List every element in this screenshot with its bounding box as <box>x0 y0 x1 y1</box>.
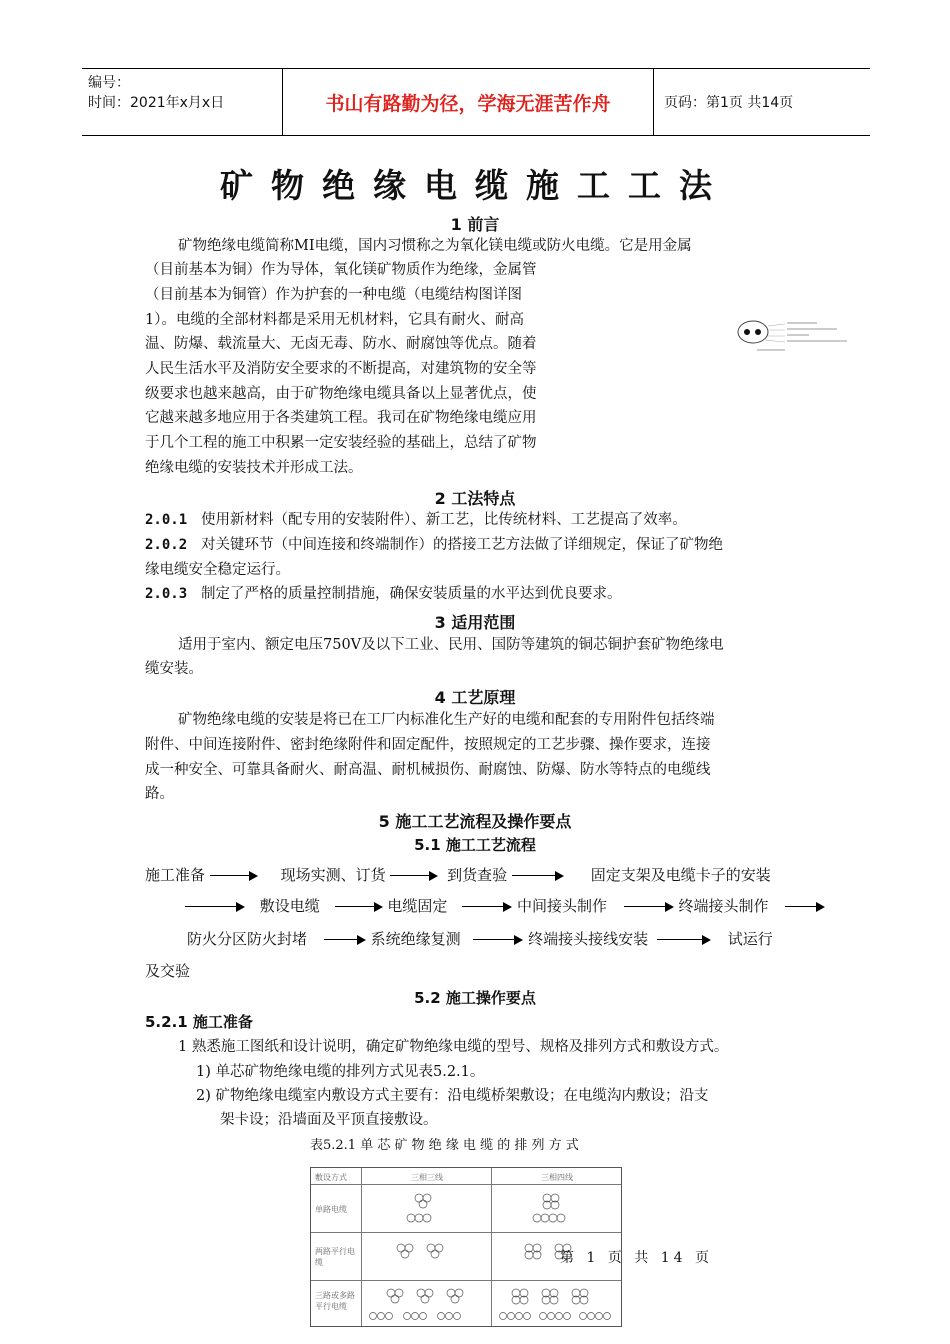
paragraph-line: 人民生活水平及消防安全要求的不断提高，对建筑物的安全等 <box>145 361 537 377</box>
flow-arrow-icon <box>512 871 564 881</box>
list-item <box>145 508 875 533</box>
flow-step: 系统绝缘复测 <box>370 930 461 948</box>
subsection-heading-5-2: 5.2 施工操作要点 <box>414 989 536 1007</box>
flow-arrow-icon <box>462 902 512 912</box>
flow-step: 终端接头接线安装 <box>528 930 649 948</box>
flow-step: 敷设电缆 <box>259 897 320 915</box>
table-row-label: 三路或多路平行电缆 <box>315 1291 355 1311</box>
flow-step: 中间接头制作 <box>516 897 607 915</box>
paragraph-line: 架卡设；沿墙面及平顶直接敷设。 <box>220 1112 438 1128</box>
item-text: 制定了严格的质量控制措施，确保安装质量的水平达到优良要求。 <box>200 586 622 602</box>
table-header-cell: 三相三线 <box>411 1173 443 1182</box>
flow-arrow-icon <box>185 902 245 912</box>
paragraph-line: 1）。电缆的全部材料都是采用无机材料，它具有耐火、耐高 <box>145 312 524 328</box>
list-item <box>145 582 875 607</box>
flow-step: 到货查验 <box>447 866 508 884</box>
paragraph-line: （目前基本为铜）作为导体，氧化镁矿物质作为绝缘，金属管 <box>145 262 537 278</box>
process-flow-row-1 <box>145 864 771 885</box>
section-heading-2: 2 工法特点 <box>434 489 516 508</box>
date-label: 时间：2021年x月x日 <box>88 95 225 111</box>
header-motto: 书山有路勤为径，学海无涯苦作舟 <box>282 69 654 135</box>
flow-arrow-icon <box>785 902 825 912</box>
paragraph-line: 适用于室内、额定电压750V及以下工业、民用、国防等建筑的铜芯铜护套矿物绝缘电 <box>178 637 724 653</box>
document-title: 矿物绝缘电缆施工工法 <box>220 166 730 205</box>
table-header-cell: 三相四线 <box>541 1173 573 1182</box>
paragraph-line: 成一种安全、可靠具备耐火、耐高温、耐机械损伤、耐腐蚀、防爆、防水等特点的电缆线 <box>145 762 711 778</box>
paragraph-line: 路。 <box>145 786 174 802</box>
page-header <box>82 68 870 136</box>
flow-step: 电缆固定 <box>387 897 448 915</box>
page-footer: 第 1 页 共 14 页 <box>560 1250 713 1266</box>
flow-step: 防火分区防火封堵 <box>187 930 308 948</box>
paragraph-line: 附件、中间连接附件、密封绝缘附件和固定配件，按照规定的工艺步骤、操作要求，连接 <box>145 737 711 753</box>
cable-structure-figure <box>735 318 855 358</box>
flow-arrow-icon <box>335 902 383 912</box>
flow-arrow-icon <box>473 935 523 945</box>
table-caption: 表5.2.1 单 芯 矿 物 绝 缘 电 缆 的 排 列 方 式 <box>310 1138 579 1153</box>
paragraph-line: 级要求也越来越高，由于矿物绝缘电缆具备以上显著优点，使 <box>145 386 537 402</box>
flow-step: 固定支架及电缆卡子的安装 <box>590 866 771 884</box>
section-heading-3: 3 适用范围 <box>434 613 516 632</box>
paragraph-line: （目前基本为铜管）作为护套的一种电缆（电缆结构图详图 <box>145 287 522 303</box>
item-text: 对关键环节（中间连接和终端制作）的搭接工艺方法做了详细规定，保证了矿物绝 <box>200 537 723 553</box>
flow-arrow-icon <box>210 871 258 881</box>
paragraph-line: 绝缘电缆的安装技术并形成工法。 <box>145 460 363 476</box>
flow-step: 现场实测、订货 <box>280 866 386 884</box>
table-header-cell: 敷设方式 <box>315 1173 347 1182</box>
list-item-continuation: 缘电缆安全稳定运行。 <box>145 562 290 578</box>
flow-step: 施工准备 <box>145 866 206 884</box>
list-item <box>145 533 875 558</box>
header-meta <box>82 69 282 135</box>
item-text: 使用新材料（配专用的安装附件）、新工艺，比传统材料、工艺提高了效率。 <box>200 512 687 528</box>
flow-arrow-icon <box>624 902 674 912</box>
item-number: 2.0.3 <box>145 586 188 602</box>
paragraph-line: 缆安装。 <box>145 661 203 677</box>
paragraph-line: 温、防爆、载流量大、无卤无毒、防水、耐腐蚀等优点。随着 <box>145 336 537 352</box>
paragraph-line: 矿物绝缘电缆的安装是将已在工厂内标准化生产好的电缆和配套的专用附件包括终端 <box>178 712 715 728</box>
flow-step: 试运行 <box>727 930 773 948</box>
paragraph-line: 于几个工程的施工中积累一定安装经验的基础上，总结了矿物 <box>145 435 537 451</box>
process-flow-row-3 <box>187 928 773 949</box>
table-row-label: 单路电缆 <box>315 1205 347 1214</box>
process-flow-row-4: 及交验 <box>145 962 191 980</box>
section-heading-1: 1 前言 <box>450 215 500 234</box>
flow-arrow-icon <box>390 871 438 881</box>
header-page-number: 页码：第1页 共14页 <box>664 95 794 111</box>
item-number: 2.0.1 <box>145 512 188 528</box>
paragraph-line: 矿物绝缘电缆简称MI电缆，国内习惯称之为氧化镁电缆或防火电缆。它是用金属 <box>178 238 692 254</box>
item-number: 2.0.2 <box>145 537 188 553</box>
number-label: 编号： <box>88 75 130 91</box>
section-heading-5: 5 施工工艺流程及操作要点 <box>378 812 572 831</box>
paragraph-line: 它越来越多地应用于各类建筑工程。我司在矿物绝缘电缆应用 <box>145 410 537 426</box>
table-row-label: 两路平行电缆 <box>315 1247 355 1267</box>
flow-arrow-icon <box>657 935 711 945</box>
process-flow-row-2 <box>185 895 825 916</box>
paragraph-line: 1 熟悉施工图纸和设计说明，确定矿物绝缘电缆的型号、规格及排列方式和敷设方式。 <box>178 1039 729 1055</box>
paragraph-line: 1) 单芯矿物绝缘电缆的排列方式见表5.2.1。 <box>196 1064 485 1080</box>
section-heading-4: 4 工艺原理 <box>434 688 516 707</box>
subsection-heading-5-2-1: 5.2.1 施工准备 <box>145 1013 253 1031</box>
paragraph-line: 2) 矿物绝缘电缆室内敷设方式主要有：沿电缆桥架敷设；在电缆沟内敷设；沿支 <box>196 1088 709 1104</box>
flow-arrow-icon <box>324 935 366 945</box>
subsection-heading-5-1: 5.1 施工工艺流程 <box>414 836 536 854</box>
flow-step: 终端接头制作 <box>678 897 769 915</box>
